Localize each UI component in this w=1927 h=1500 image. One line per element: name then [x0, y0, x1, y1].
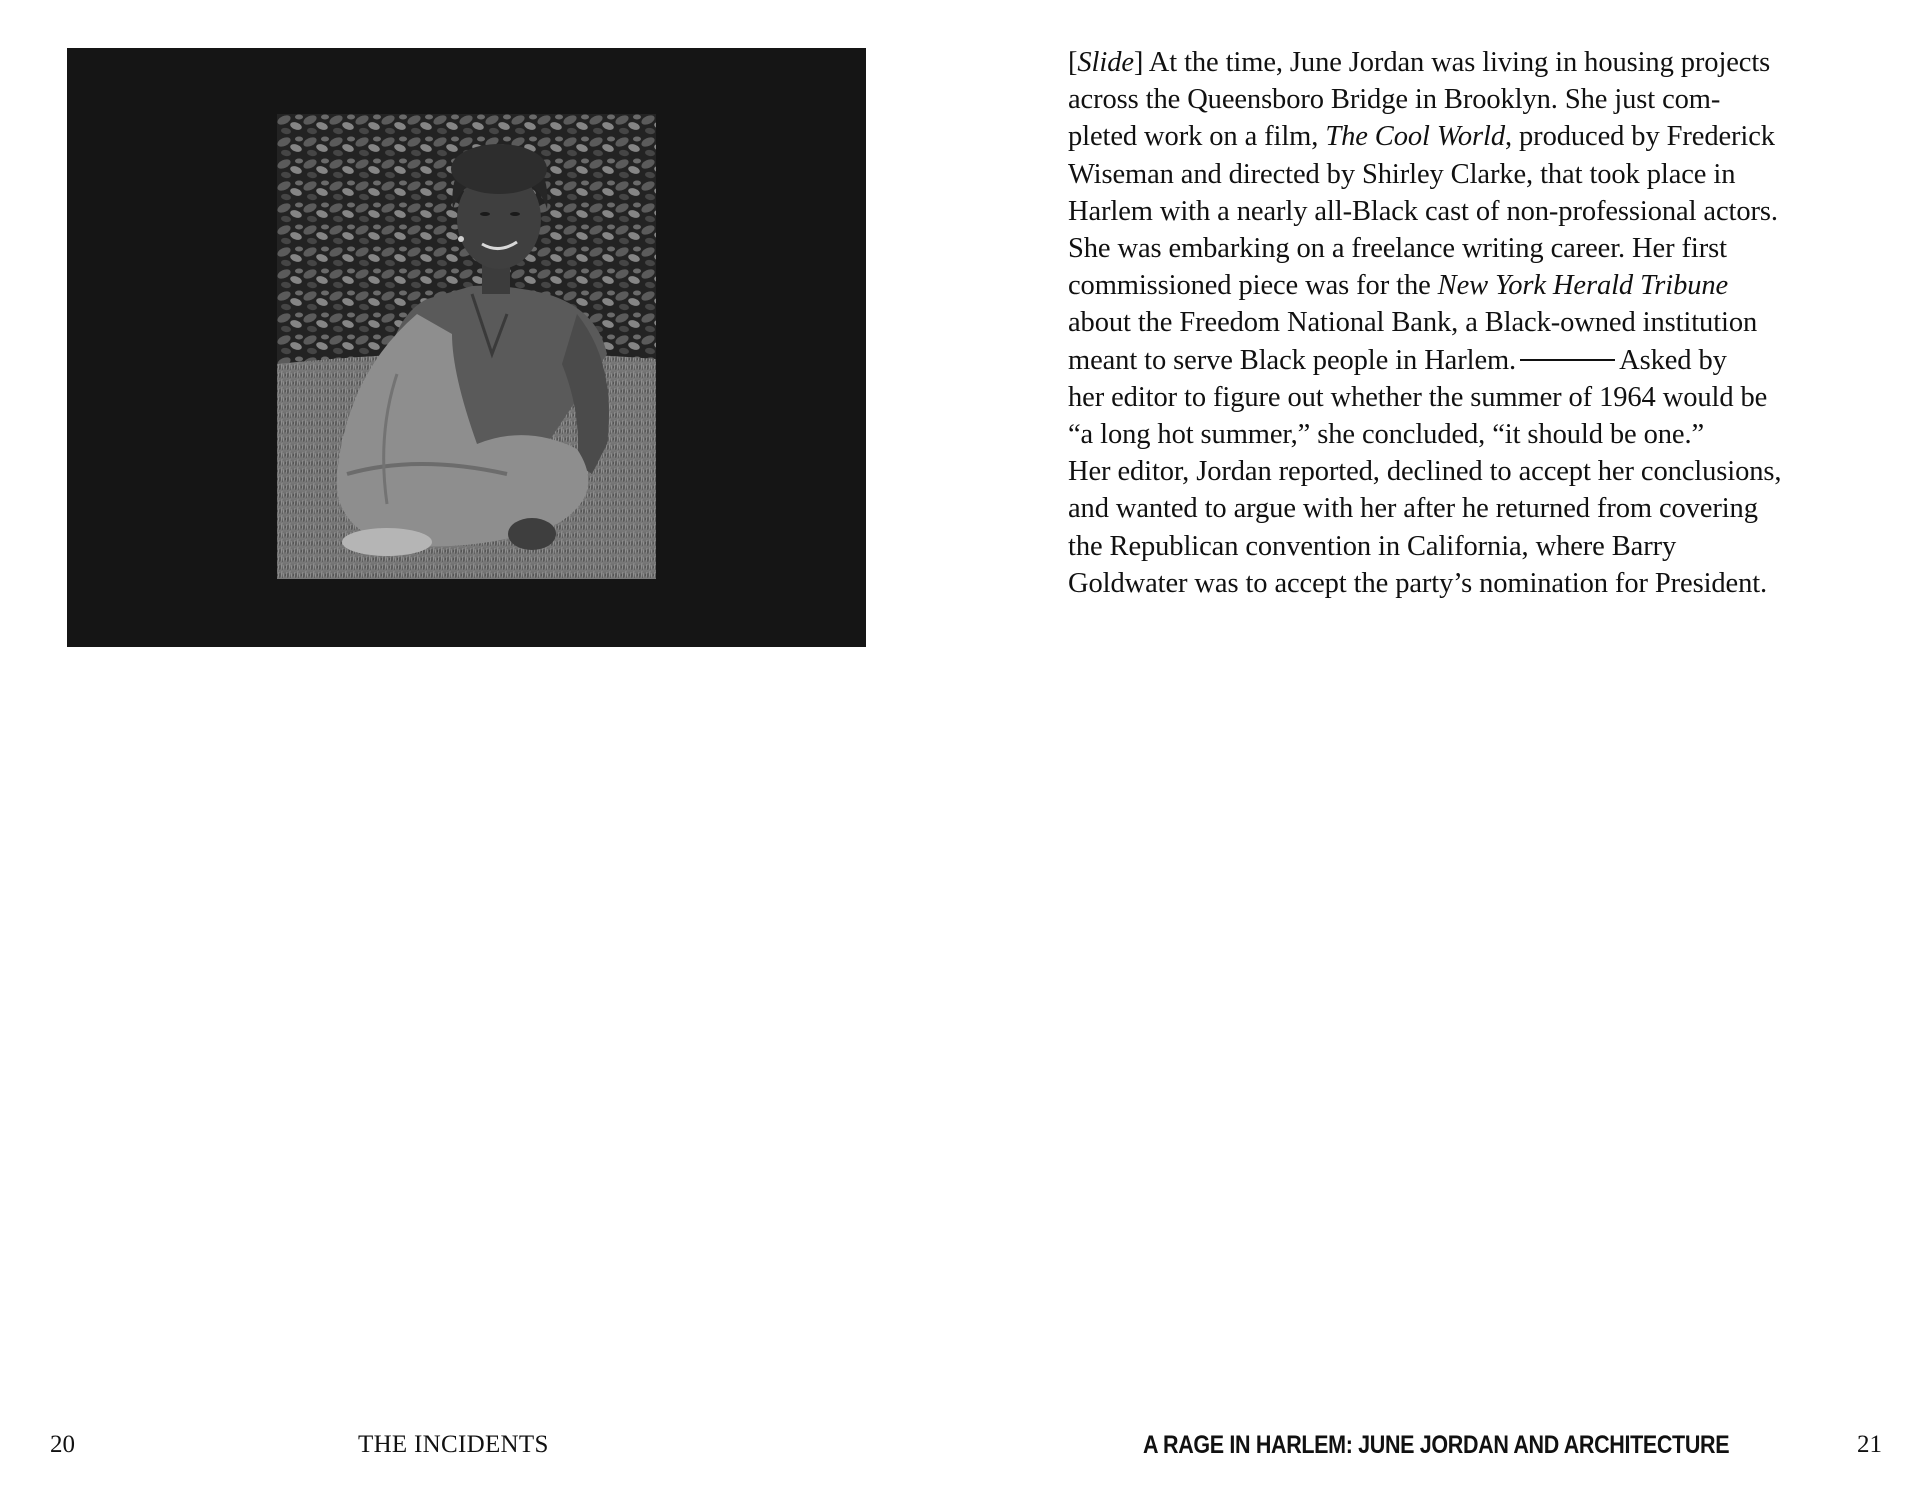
body-text — [1068, 44, 1880, 602]
text-line: her editor to figure out whether the summer of 1964 would be — [1068, 381, 1768, 413]
text-line: Harlem with a nearly all-Black cast of non-professional actors. — [1068, 195, 1778, 227]
text-line: about the Freedom National Bank, a Black-owned institution — [1068, 307, 1758, 339]
dash-rule — [1520, 359, 1615, 361]
text-line: [Slide] At the time, June Jordan was living in housing projects — [1068, 47, 1771, 78]
slide-frame — [67, 48, 866, 647]
text-line: and wanted to argue with her after he returned from covering — [1068, 493, 1758, 525]
text-line: Wiseman and directed by Shirley Clarke, that took place in — [1068, 158, 1736, 190]
right-running-head: A RAGE IN HARLEM: JUNE JORDAN AND ARCHITECTURE — [1143, 1431, 1730, 1459]
text-line: commissioned piece was for the New York Herald Tribune — [1068, 270, 1729, 302]
text-line: across the Queensboro Bridge in Brooklyn. She just com- — [1068, 84, 1721, 116]
newspaper-title: New York Herald Tribune — [1437, 270, 1729, 302]
text-line: She was embarking on a freelance writing career. Her first — [1068, 233, 1727, 265]
text-line: meant to serve Black people in Harlem. Asked by — [1068, 344, 1727, 376]
text-line: Her editor, Jordan reported, declined to accept her conclusions, — [1068, 456, 1782, 488]
photo-illustration — [277, 114, 656, 579]
june-jordan-photo — [277, 114, 656, 579]
slide-marker: Slide — [1077, 47, 1134, 78]
left-running-head: THE INCIDENTS — [358, 1431, 549, 1458]
text-line: the Republican convention in California, where Barry — [1068, 530, 1677, 562]
text-line: pleted work on a film, The Cool World, produced by Frederick — [1068, 121, 1775, 153]
text-line: “a long hot summer,” she concluded, “it should be one.” — [1068, 419, 1705, 451]
right-page-number: 21 — [1857, 1431, 1882, 1458]
text-line: Goldwater was to accept the party’s nomination for President. — [1068, 567, 1768, 599]
film-title: The Cool World — [1325, 121, 1505, 153]
left-page-number: 20 — [50, 1431, 75, 1458]
